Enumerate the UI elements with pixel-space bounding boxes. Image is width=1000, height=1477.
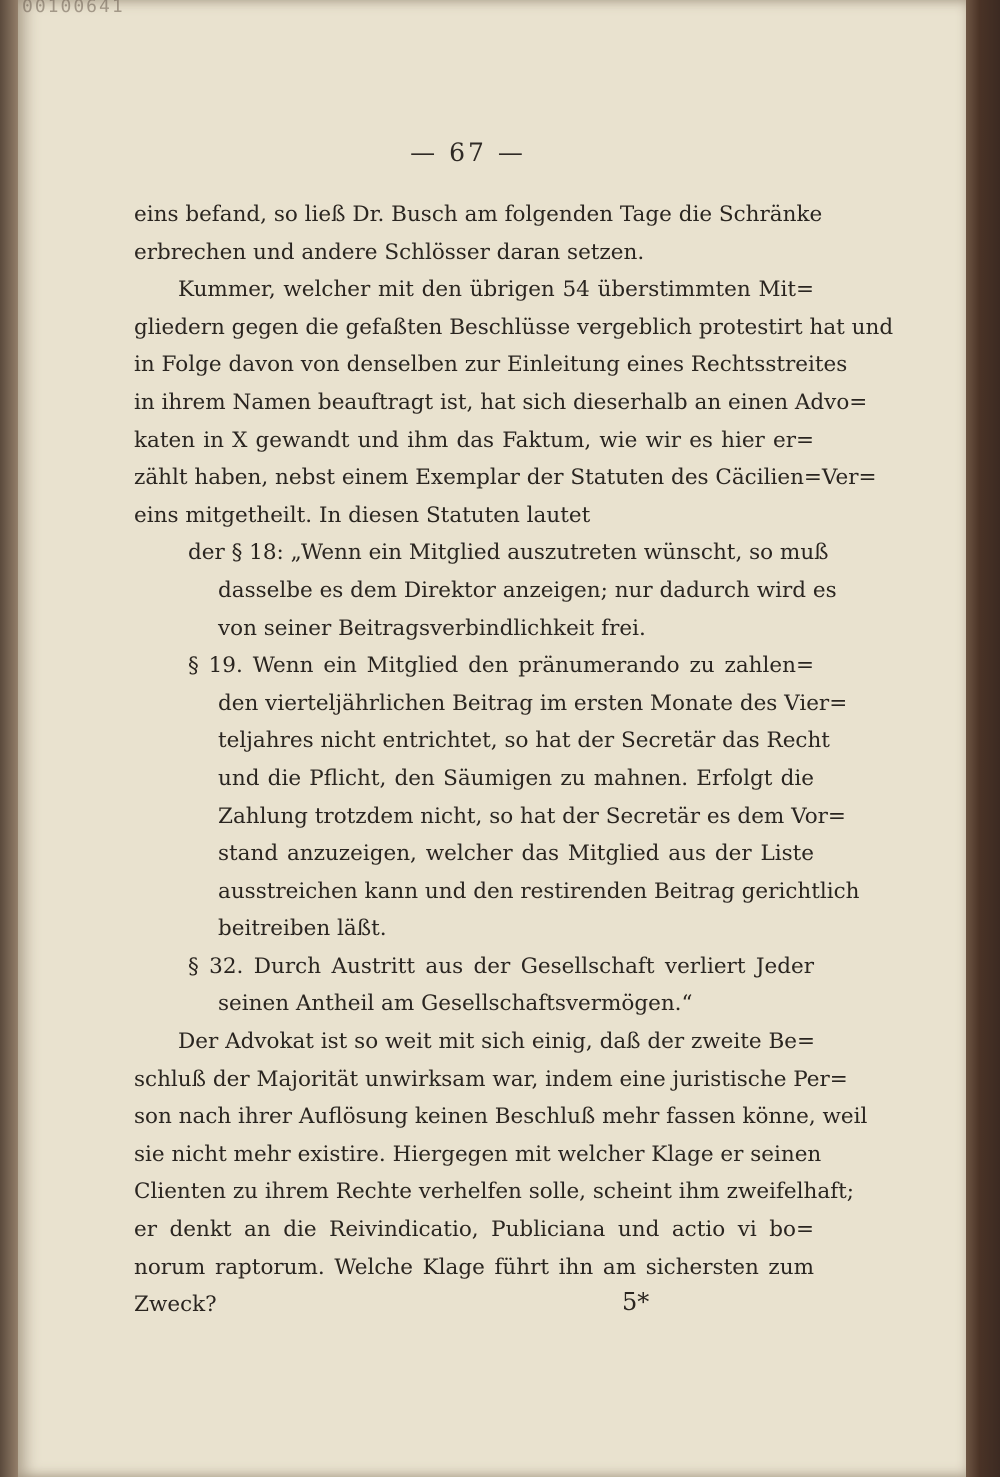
signature-mark: 5* (622, 1288, 650, 1316)
text-line: gliedern gegen die gefaßten Beschlüsse vergeblich protestirt hat und (134, 314, 894, 340)
text-line: Clienten zu ihrem Rechte verhelfen solle, scheint ihm zweifelhaft; (134, 1179, 855, 1205)
text-line: sie nicht mehr existire. Hiergegen mit welcher Klage er seinen (134, 1141, 822, 1167)
text-line: zählt haben, nebst einem Exemplar der Statuten des Cäcilien=Ver= (134, 465, 877, 491)
text-line: schluß der Majorität unwirksam war, indem eine juristische Per= (134, 1066, 848, 1092)
text-line: katen in X gewandt und ihm das Faktum, wie wir es hier er= (134, 427, 814, 453)
scan-identifier: 00100641 (22, 0, 125, 17)
text-line: Zahlung trotzdem nicht, so hat der Secretär es dem Vor= (218, 803, 846, 829)
text-line: er denkt an die Reivindicatio, Publiciana und actio vi bo= (134, 1217, 814, 1243)
text-line: seinen Antheil am Gesellschaftsvermögen.“ (218, 991, 693, 1017)
text-line: eins mitgetheilt. In diesen Statuten lautet (134, 502, 591, 528)
text-line: und die Pflicht, den Säumigen zu mahnen. Erfolgt die (218, 765, 814, 791)
text-line: norum raptorum. Welche Klage führt ihn am sichersten zum (134, 1254, 814, 1280)
text-line: der § 18: „Wenn ein Mitglied auszutreten wünscht, so muß (188, 540, 829, 566)
text-line: § 19. Wenn ein Mitglied den pränumerando zu zahlen= (188, 653, 814, 679)
text-line: eins befand, so ließ Dr. Busch am folgenden Tage die Schränke (134, 202, 823, 227)
text-line: erbrechen und andere Schlösser daran setzen. (134, 239, 645, 265)
text-line: beitreiben läßt. (218, 916, 387, 942)
text-line: Kummer, welcher mit den übrigen 54 überstimmten Mit= (178, 277, 814, 303)
text-line: von seiner Beitragsverbindlichkeit frei. (218, 615, 646, 641)
text-line: Der Advokat ist so weit mit sich einig, daß der zweite Be= (178, 1029, 816, 1055)
text-line: ausstreichen kann und den restirenden Beitrag gerichtlich (218, 878, 860, 904)
text-line: son nach ihrer Auflösung keinen Beschluß mehr fassen könne, weil (134, 1104, 868, 1130)
page-number-header: — 67 — (410, 138, 526, 167)
text-line: teljahres nicht entrichtet, so hat der Secretär das Recht (218, 728, 830, 754)
text-line: in ihrem Namen beauftragt ist, hat sich dieserhalb an einen Advo= (134, 389, 868, 415)
text-line: Zweck? (134, 1292, 217, 1318)
text-line: den vierteljährlichen Beitrag im ersten Monate des Vier= (218, 690, 848, 716)
text-line: stand anzuzeigen, welcher das Mitglied aus der Liste (218, 841, 814, 867)
text-line: § 32. Durch Austritt aus der Gesellschaft verliert Jeder (188, 953, 814, 979)
text-line: dasselbe es dem Direktor anzeigen; nur dadurch wird es (218, 577, 837, 603)
text-line: in Folge davon von denselben zur Einleitung eines Rechtsstreites (134, 352, 848, 378)
page-text (134, 196, 894, 1324)
book-edge (966, 0, 1000, 1477)
